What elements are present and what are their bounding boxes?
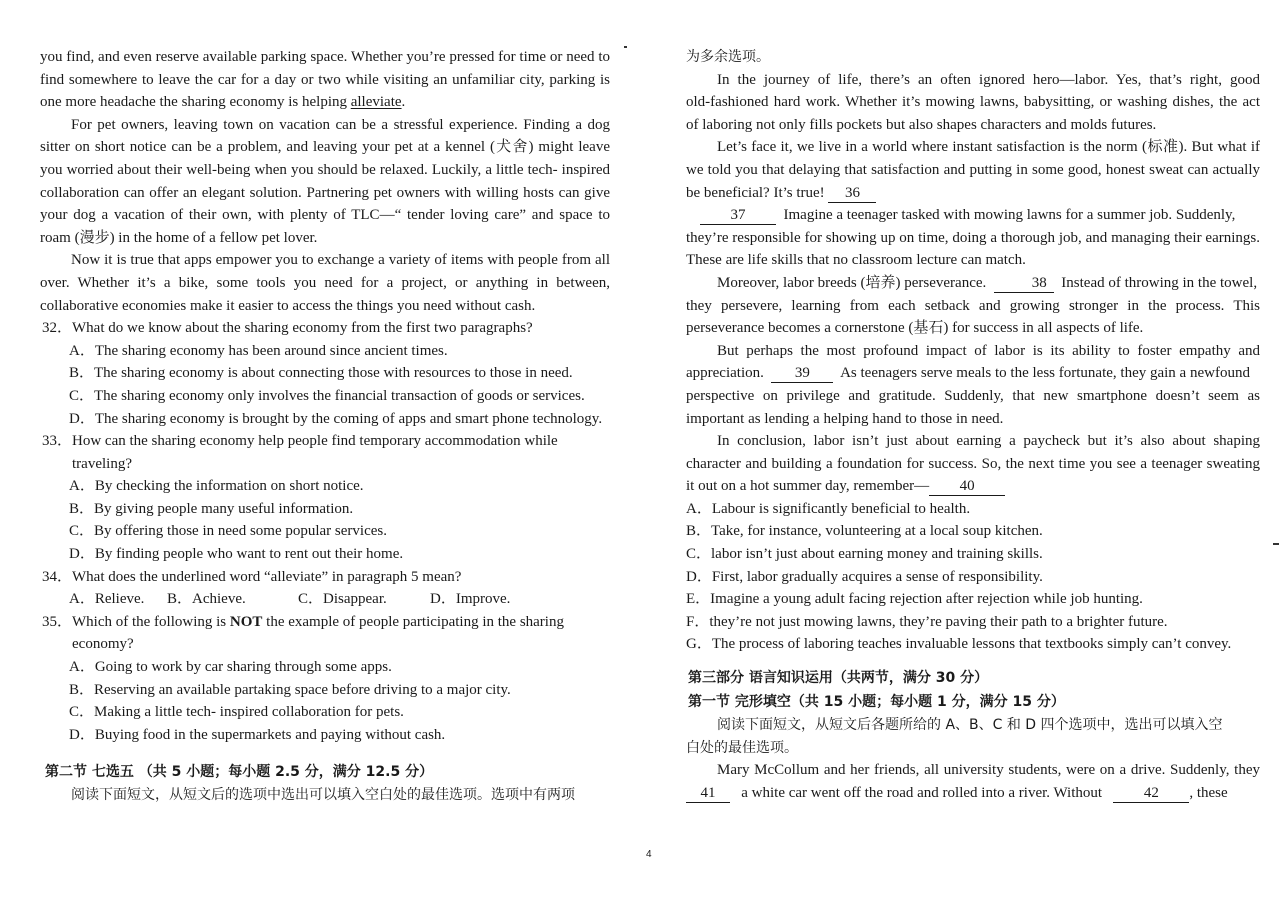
spacer [686, 656, 1260, 666]
section-instruction: 白处的最佳选项。 [686, 739, 798, 756]
passage-line: one more headache the sharing economy is helping alleviate. [40, 94, 406, 111]
question-32: 32．What do we know about the sharing economy from the first two paragraphs? [42, 320, 533, 337]
option-34b: B．Achieve. [167, 591, 246, 608]
passage-line: But perhaps the most profound impact of labor is its ability to foster empathy and [717, 342, 1260, 359]
question-35-cont: economy? [72, 636, 134, 653]
option-34c: C．Disappear. [298, 591, 387, 608]
scan-speck [1273, 543, 1279, 545]
page-number: 4 [646, 849, 652, 860]
option-34d: D．Improve. [430, 591, 511, 608]
passage-line: be beneficial? It’s true! 36 [686, 182, 1260, 205]
section-instruction: 阅读下面短文，从短文后各题所给的 A、B、C 和 D 四个选项中，选出可以填入空 [717, 717, 1223, 734]
passage-line: Mary McCollum and her friends, all university students, were on a drive. Suddenly, they [717, 762, 1260, 779]
passage-line: These are life skills that no classroom lecture can match. [686, 252, 1026, 269]
passage-line: 37 Imagine a teenager tasked with mowing lawns for a summer job. Suddenly, [686, 204, 1260, 227]
underlined-word-alleviate: alleviate [350, 94, 402, 111]
passage-line: they persevere, learning from each setback and growing stronger in the process. This [686, 297, 1260, 314]
passage-line: roam (漫步) in the home of a fellow pet lover. [40, 229, 318, 246]
option-32a: A．The sharing economy has been around since ancient times. [69, 342, 448, 359]
passage-line: your dog a vacation of their own, with plenty of TLC—“ tender loving care” and space to [40, 207, 610, 224]
right-column [686, 46, 1260, 804]
option-33a: A．By checking the information on short notice. [69, 478, 364, 495]
passage-line: important as lending a helping hand to those in need. [686, 410, 1004, 427]
passage-line: Let’s face it, we live in a world where instant satisfaction is the norm (标准). But what if [717, 139, 1260, 156]
scan-speck [624, 46, 627, 48]
spacer [40, 746, 610, 760]
passage-line: they’re responsible for showing up on time, doing a thorough job, and managing their earnings. [686, 229, 1260, 246]
passage-line: character and building a foundation for success. So, the next time you see a teenager sweating [686, 455, 1260, 472]
option-32b: B．The sharing economy is about connecting those with resources to those in need. [69, 365, 573, 382]
passage-line: 41 a white car went off the road and rolled into a river. Without 42 , these [686, 782, 1260, 805]
passage-line: of laboring not only fills pockets but also shapes characters and molds futures. [686, 116, 1157, 133]
left-column [40, 46, 610, 807]
option-34a: A．Relieve. [69, 591, 145, 608]
option-f: F．they’re not just mowing lawns, they’re paving their path to a brighter future. [686, 613, 1168, 630]
passage-line: you find, and even reserve available parking space. Whether you’re pressed for time or need to [40, 49, 610, 65]
option-33d: D．By finding people who want to rent out their home. [69, 546, 404, 563]
passage-line: it out on a hot summer day, remember— 40 [686, 475, 1260, 498]
section-instruction: 阅读下面短文，从短文后的选项中选出可以填入空白处的最佳选项。选项中有两项 [71, 787, 575, 804]
question-34: 34．What does the underlined word “alleviate” in paragraph 5 mean? [42, 568, 462, 585]
option-g: G．The process of laboring teaches invaluable lessons that textbooks simply can’t convey. [686, 636, 1232, 653]
blank-40[interactable]: 40 [929, 477, 1005, 496]
passage-line: Moreover, labor breeds (培养) perseverance. 38 Instead of throwing in the towel, [717, 274, 1258, 291]
passage-line: For pet owners, leaving town on vacation can be a stressful experience. Finding a dog [71, 116, 610, 133]
blank-42[interactable]: 42 [1113, 784, 1189, 803]
instruction-continued: 为多余选项。 [686, 49, 770, 65]
passage-line: In the journey of life, there’s an often ignored hero—labor. Yes, that’s right, good [717, 71, 1260, 88]
blank-37[interactable]: 37 [700, 206, 776, 225]
option-e: E．Imagine a young adult facing rejection after rejection while job hunting. [686, 591, 1143, 608]
passage-line: we told you that delaying that satisfaction and putting in some good, honest sweat can actually [686, 161, 1260, 178]
option-33b: B．By giving people many useful information. [69, 500, 354, 517]
passage-line: find somewhere to leave the car for a day or two while visiting an unfamiliar city, parking is [40, 71, 610, 88]
question-33: 33．How can the sharing economy help people find temporary accommodation while [42, 433, 558, 450]
passage-line: old-fashioned hard work. Whether it’s mowing lawns, babysitting, or washing dishes, the act [686, 94, 1260, 111]
option-32d: D．The sharing economy is brought by the coming of apps and smart phone technology. [69, 410, 603, 427]
blank-36[interactable]: 36 [828, 184, 876, 203]
option-32c: C．The sharing economy only involves the financial transaction of goods or services. [69, 387, 585, 404]
blank-39[interactable]: 39 [771, 364, 833, 383]
section-one-heading: 第一节 完形填空（共 15 小题；每小题 1 分，满分 15 分） [688, 694, 1065, 711]
passage-line: In conclusion, labor isn’t just about earning a paycheck but it’s also about shaping [717, 433, 1260, 450]
passage-line: collaboration can offer an elegant solution. Partnering pet owners with willing hosts can give [40, 184, 610, 201]
passage-line: collaborative economies make it easier to access the things you need without cash. [40, 297, 536, 314]
option-35b: B．Reserving an available partaking space before driving to a major city. [69, 681, 511, 698]
question-33-cont: traveling? [72, 455, 132, 472]
option-35c: C．Making a little tech- inspired collaboration for pets. [69, 704, 404, 721]
passage-line: Now it is true that apps empower you to exchange a variety of items with people from all [71, 252, 610, 269]
options-34 [40, 588, 610, 611]
blank-41[interactable]: 41 [686, 784, 730, 803]
section-heading: 第二节 七选五 （共 5 小题；每小题 2.5 分，满分 12.5 分） [45, 764, 434, 781]
option-d: D．First, labor gradually acquires a sense of responsibility. [686, 568, 1043, 585]
passage-line: appreciation. 39 As teenagers serve meals to the less fortunate, they gain a newfound [686, 365, 1250, 382]
passage-line: perseverance becomes a cornerstone (基石) for success in all aspects of life. [686, 320, 1144, 337]
option-a: A．Labour is significantly beneficial to health. [686, 500, 971, 517]
passage-line: over. Whether it’s a bike, some tools you need for a project, or anything in between, [40, 274, 610, 291]
passage-line: you worried about their well-being when you should be relaxed. Luckily, a little tech- inspired [40, 161, 610, 178]
option-35d: D．Buying food in the supermarkets and paying without cash. [69, 726, 446, 743]
blank-38[interactable]: 38 [994, 274, 1054, 293]
option-33c: C．By offering those in need some popular services. [69, 523, 387, 540]
part-three-heading: 第三部分 语言知识运用（共两节，满分 30 分） [688, 670, 989, 687]
passage-line: perspective on privilege and gratitude. Suddenly, that new smartphone doesn’t seem as [686, 387, 1260, 404]
passage-line: sitter on short notice can be a problem, and leaving your pet at a kennel (犬舍) might leave [40, 139, 610, 156]
question-35: 35．Which of the following is NOT the example of people participating in the sharing [42, 613, 564, 630]
option-35a: A．Going to work by car sharing through some apps. [69, 659, 392, 676]
option-b: B．Take, for instance, volunteering at a local soup kitchen. [686, 523, 1043, 540]
option-c: C．labor isn’t just about earning money and training skills. [686, 546, 1043, 563]
